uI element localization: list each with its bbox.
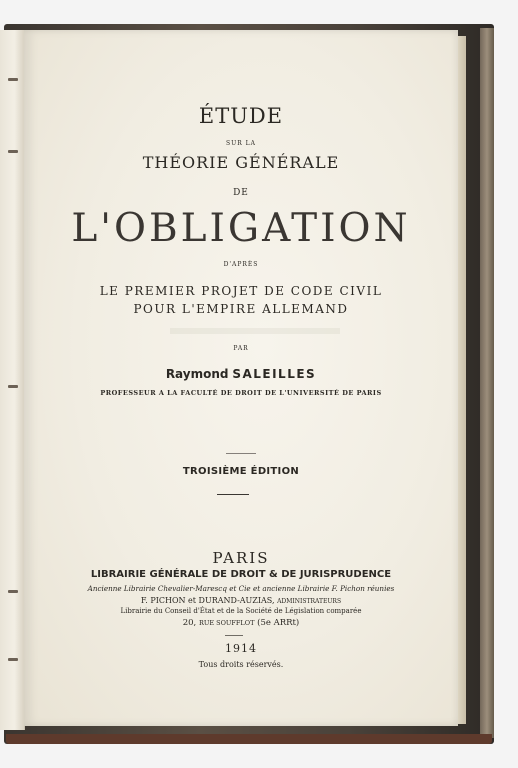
imprint-address: [24, 618, 458, 628]
stitch-mark: [8, 658, 18, 661]
admin-role: ADMINISTRATEURS: [277, 598, 342, 605]
imprint-city: PARIS: [212, 549, 270, 567]
imprint-former: Ancienne Librairie Chevalier-Marescq et Cie et ancienne Librairie F. Pichon réunies: [87, 584, 395, 593]
address-number: 20,: [182, 618, 197, 628]
connector-dapres: D'APRÈS: [223, 261, 259, 268]
imprint-supplier: Librairie du Conseil d'État et de la Société de Législation comparée: [120, 607, 362, 615]
connector-par: PAR: [233, 345, 249, 352]
stitch-mark: [8, 385, 18, 388]
imprint-year: 1914: [225, 642, 257, 655]
subtitle-line-1: LE PREMIER PROJET DE CODE CIVIL: [99, 284, 383, 298]
imprint-admins: [24, 596, 458, 605]
page-right-edge: [458, 36, 466, 724]
binding-strip: [0, 30, 25, 730]
stitch-mark: [8, 150, 18, 153]
address-street: RUE SOUFFLOT: [198, 619, 255, 627]
page-block-edge: [480, 28, 494, 738]
divider-rule: [217, 494, 249, 495]
author-name: [24, 367, 458, 381]
author-last-name: SALEILLES: [232, 367, 317, 381]
bleed-through: [170, 328, 340, 334]
year-rule: [225, 635, 243, 636]
main-title: L'OBLIGATION: [71, 206, 411, 251]
cover-bottom-edge: [6, 734, 492, 744]
edition: TROISIÈME ÉDITION: [182, 466, 300, 477]
author-first-name: Raymond: [165, 367, 229, 381]
connector-de: DE: [233, 188, 249, 198]
rights-notice: Tous droits réservés.: [198, 660, 284, 669]
ornament-rule: [226, 453, 256, 454]
stitch-mark: [8, 78, 18, 81]
heading-theorie: THÉORIE GÉNÉRALE: [142, 153, 340, 172]
admin-names: F. PICHON et DURAND-AUZIAS,: [140, 596, 275, 605]
imprint-publisher: LIBRAIRIE GÉNÉRALE DE DROIT & DE JURISPRUDENCE: [90, 569, 392, 580]
connector-sur-la: SUR LA: [226, 140, 256, 147]
stitch-mark: [8, 590, 18, 593]
subtitle-line-2: POUR L'EMPIRE ALLEMAND: [133, 302, 349, 316]
author-title: PROFESSEUR A LA FACULTÉ DE DROIT DE L'UNIVERSITÉ DE PARIS: [100, 389, 382, 397]
heading-etude: ÉTUDE: [198, 104, 284, 128]
address-arrondissement: (5e ARRt): [257, 618, 300, 628]
